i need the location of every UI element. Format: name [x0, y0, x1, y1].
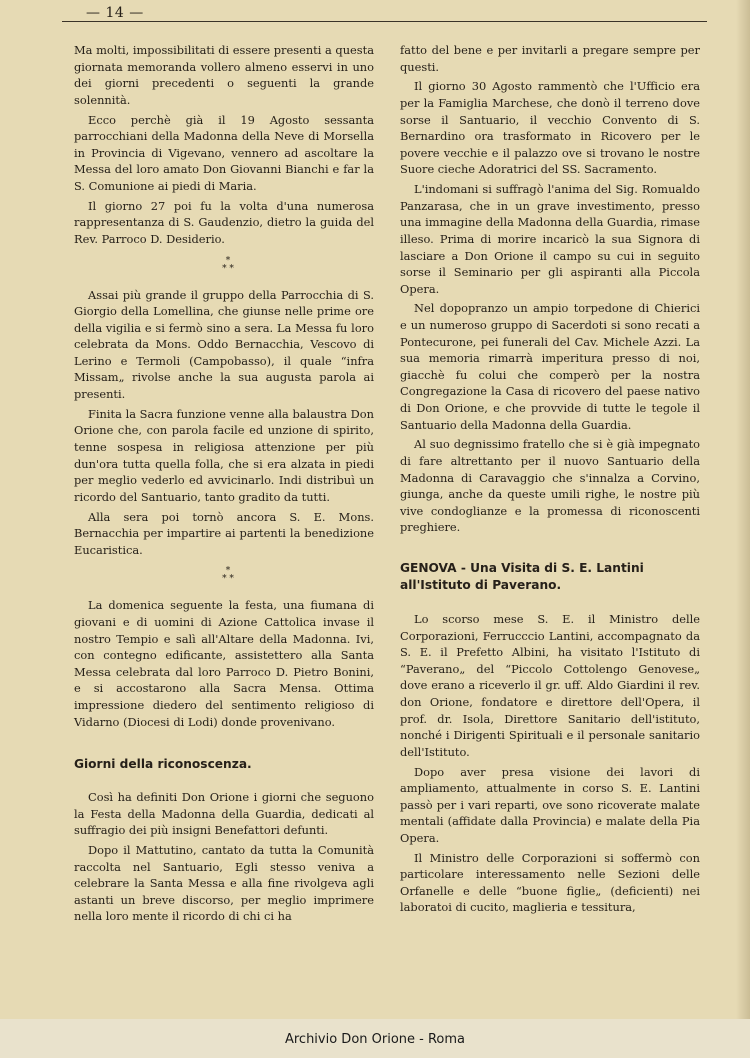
paragraph: L'indomani si suffragò l'anima del Sig. Romualdo Panzarasa, che in un grave investimento, presso una immagine della Madonna della Guardia, rimase illeso. Prima di morire incaricò la sua Signora di lasciare a Don Orione il campo su cui in seguito sorse il Seminario per gli aspiranti alla Piccola Opera. — [400, 182, 700, 296]
paragraph: Il Ministro delle Corporazioni si soffermò con particolare interessamento nelle Sezioni delle Orfanelle e delle “buone figlie„ (deficienti) nei laboratoi di cucito, maglieria e tessitura, — [400, 850, 700, 915]
page-number: — 14 — — [86, 5, 144, 21]
paragraph: Finita la Sacra funzione venne alla balaustra Don Orione che, con parola facile ed unzione di spirito, tenne sospesa in religiosa attenzione per più dun'ora tutta quella folla, che si era alzata in piedi per meglio vederlo ed avvicinarlo. Indi distribuì un ricordo del Santuario, tanto gradito da tutti. — [74, 406, 374, 504]
paragraph: Il giorno 30 Agosto rammentò che l'Ufficio era per la Famiglia Marchese, che donò il terreno dove sorse il Santuario, il vecchio Convento di S. Bernardino ora trasformato in Ricovero per le povere vecchie e il palazzo ove si trovano le nostre Suore cieche Adoratrici del SS. Sacramento. — [400, 79, 700, 177]
paragraph: Dopo il Mattutino, cantato da tutta la Comunità raccolta nel Santuario, Egli stesso veniva a celebrare la Santa Messa e alla fine rivolgeva agli astanti un breve discorso, per meglio imprimere nella loro mente il ricordo di chi ci ha — [74, 843, 374, 924]
paragraph: Nel dopopranzo un ampio torpedone di Chierici e un numeroso gruppo di Sacerdoti si sono recati a Pontecurone, pei funerali del Cav. Michele Azzi. La sua memoria rimarrà imperitura presso di noi, giacchè fu colui che comperò per la nostra Congregazione la Casa di ricovero del paese nativo di Don Orione, e che provvide di tutte le tegole il Santuario della Madonna della Guardia. — [400, 301, 700, 432]
paragraph: Ma molti, impossibilitati di essere presenti a questa giornata memoranda vollero almeno esservi in uno dei giorni precedenti o seguenti la grande solennità. — [74, 43, 374, 107]
left-column — [74, 42, 374, 928]
paragraph: Ecco perchè già il 19 Agosto sessanta parrocchiani della Madonna della Neve di Morsella in Provincia di Vigevano, vennero ad ascoltare la Messa del loro amato Don Giovanni Bianchi e far la S. Comunione ai piedi di Maria. — [74, 112, 374, 193]
header-rule — [62, 21, 707, 22]
paragraph: Il giorno 27 poi fu la volta d'una numerosa rappresentanza di S. Gaudenzio, dietro la guida del Rev. Parroco D. Desiderio. — [74, 198, 374, 246]
section-heading: GENOVA - Una Visita di S. E. Lantini all'Istituto di Paverano. — [400, 560, 644, 592]
paragraph: Lo scorso mese S. E. il Ministro delle Corporazioni, Ferrucccio Lantini, accompagnato da S. E. il Prefetto Albini, ha visitato l'Istituto di “Paverano„ del “Piccolo Cottolengo Genovese„ dove erano a riceverlo il gr. uff. Aldo Giardini il rev. don Orione, fondatore e direttore dell'Opera, il prof. dr. Isola, Direttore Sanitario dell'istituto, nonché i Dirigenti Spirituali e il personale sanitario dell'Istituto. — [400, 611, 700, 759]
archive-footer: Archivio Don Orione - Roma — [284, 1032, 466, 1047]
asterism-separator: * * * — [222, 255, 234, 274]
paragraph: La domenica seguente la festa, una fiumana di giovani e di uomini di Azione Cattolica invase il nostro Tempio e salì all'Altare della Madonna. Ivi, con contegno edificante, assistettero alla Santa Messa celebrata dal loro Parroco D. Pietro Bonini, e si accostarono alla Sacra Mensa. Ottima impressione diedero del sentimento religioso di Vidarno (Diocesi di Lodi) donde provenivano. — [74, 598, 374, 729]
page-edge-shadow — [736, 0, 750, 1019]
paragraph: Così ha definiti Don Orione i giorni che seguono la Festa della Madonna della Guardia, dedicati al suffragio dei più insigni Benefattori defunti. — [74, 790, 374, 838]
asterism-separator: * * * — [222, 566, 234, 585]
section-heading: Giorni della riconoscenza. — [74, 757, 252, 772]
paragraph: Alla sera poi tornò ancora S. E. Mons. Bernacchia per impartire ai partenti la benedizione Eucaristica. — [74, 509, 374, 557]
right-column — [400, 42, 700, 919]
paragraph: Dopo aver presa visione dei lavori di ampliamento, attualmente in corso S. E. Lantini passò per i vari reparti, ove sono ricoverate malate mentali (affidate dalla Provincia) e malate della Pia Opera. — [400, 764, 700, 845]
paragraph: Al suo degnissimo fratello che si è già impegnato di fare altrettanto per il nuovo Santuario della Madonna di Caravaggio che s'innalza a Corvino, giunga, anche da queste umili righe, le nostre più vive condoglianze e la promessa di riconoscenti preghiere. — [400, 437, 700, 535]
marked-passage — [400, 300, 700, 433]
paragraph: fatto del bene e per invitarli a pregare sempre per questi. — [400, 43, 700, 74]
paragraph: Assai più grande il gruppo della Parrocchia di S. Giorgio della Lomellina, che giunse nelle prime ore della vigilia e si fermò sino a sera. La Messa fu loro celebrata da Mons. Oddo Bernacchia, Vescovo di Lerino e Termoli (Campobasso), il quale “infra Missam„ rivolse anche la sua augusta parola ai presenti. — [74, 287, 374, 402]
